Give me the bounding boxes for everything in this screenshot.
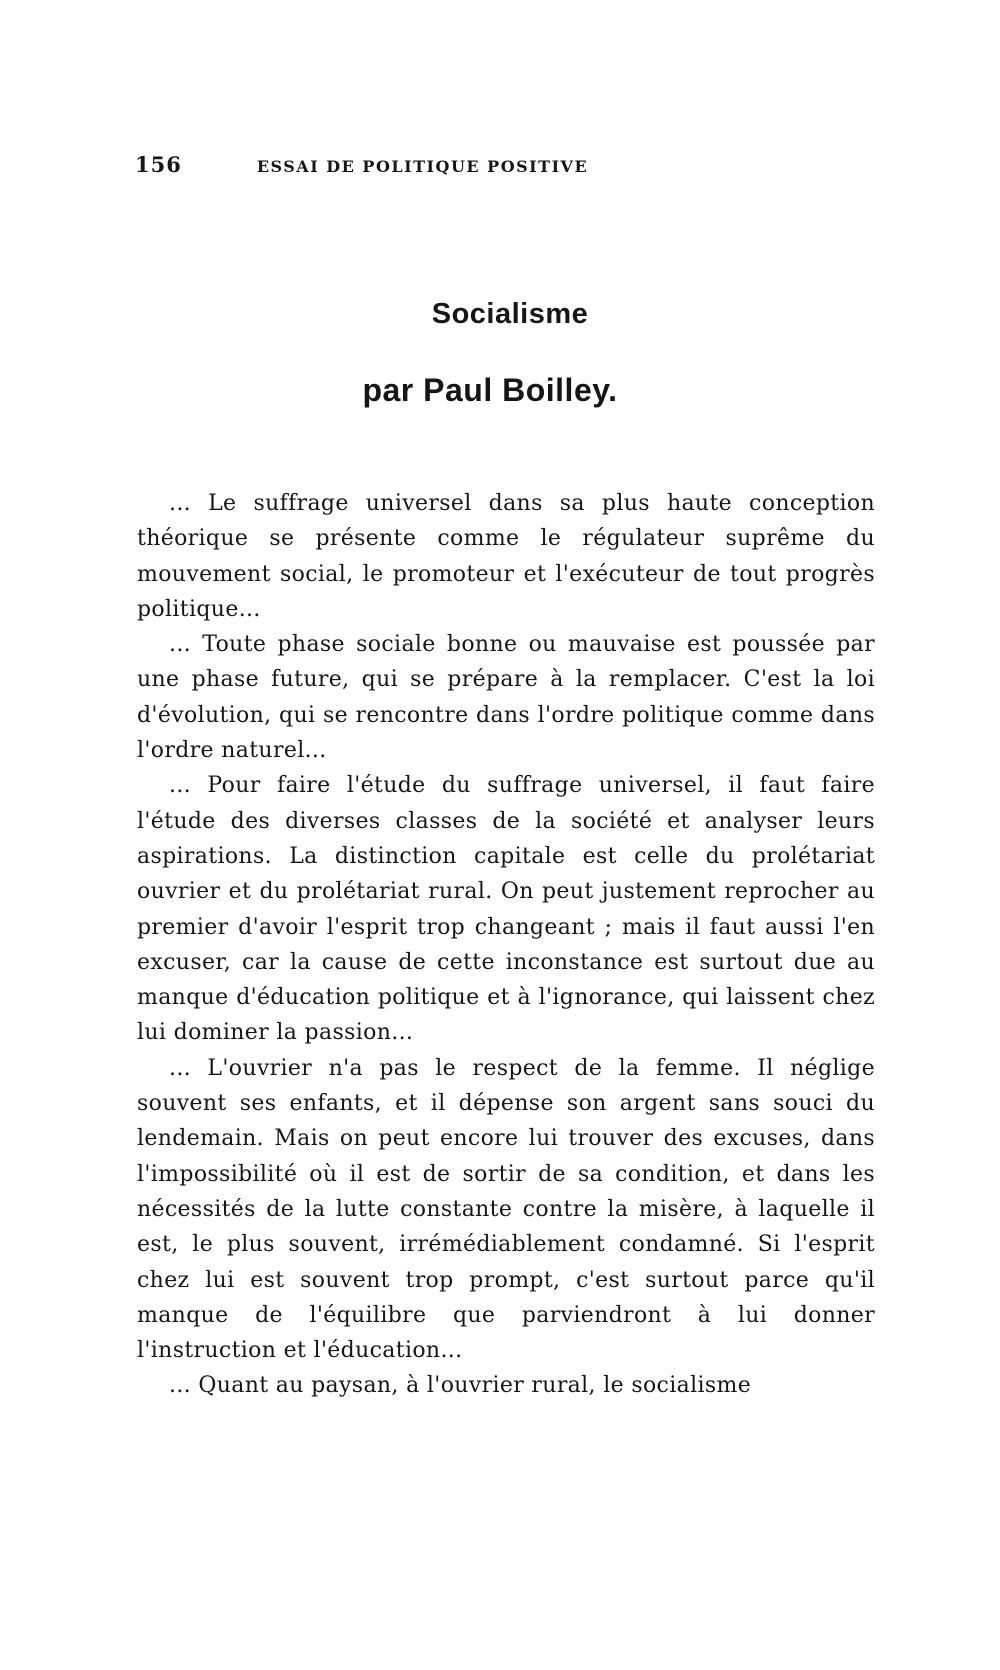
paragraph: ... L'ouvrier n'a pas le respect de la femme. Il néglige souvent ses enfants, et il dépense son argent sans souci du lendemain. Mais on peut encore lui trouver des excuses, dans l'impossibilité où il est de sortir de sa condition, et dans les nécessités de la lutte constante contre la misère, à laquelle il est, le plus souvent, irrémédiablement condamné. Si l'esprit chez lui est souvent trop prompt, c'est surtout parce qu'il manque de l'équilibre que parviendront à lui donner l'instruction et l'éducation... [137, 1055, 875, 1364]
paragraph: ... Le suffrage universel dans sa plus haute conception théorique se présente comme le régulateur suprême du mouvement social, le promoteur et l'exécuteur de tout progrès politique... [137, 491, 875, 622]
running-title: ESSAI DE POLITIQUE POSITIVE [256, 157, 589, 176]
article-title: Socialisme [431, 298, 589, 330]
page-number: 156 [135, 152, 182, 177]
running-header [135, 152, 725, 177]
paragraph: ... Quant au paysan, à l'ouvrier rural, le socialisme [169, 1373, 752, 1399]
paragraph: ... Toute phase sociale bonne ou mauvaise est poussée par une phase future, qui se prépare à la remplacer. C'est la loi d'évolution, qui se rencontre dans l'ordre politique comme dans l'ordre naturel... [137, 632, 875, 764]
paragraph: ... Pour faire l'étude du suffrage universel, il faut faire l'étude des diverses classes de la société et analyser leurs aspirations. La distinction capitale est celle du prolétariat ouvrier et du prolétariat rural. On peut justement reprocher au premier d'avoir l'esprit trop changeant ; mais il faut aussi l'en excuser, car la cause de cette inconstance est surtout due au manque d'éducation politique et à l'ignorance, qui laissent chez lui dominer la passion... [137, 773, 875, 1046]
article-byline: par Paul Boilley. [362, 372, 618, 408]
article-body [137, 486, 875, 1404]
